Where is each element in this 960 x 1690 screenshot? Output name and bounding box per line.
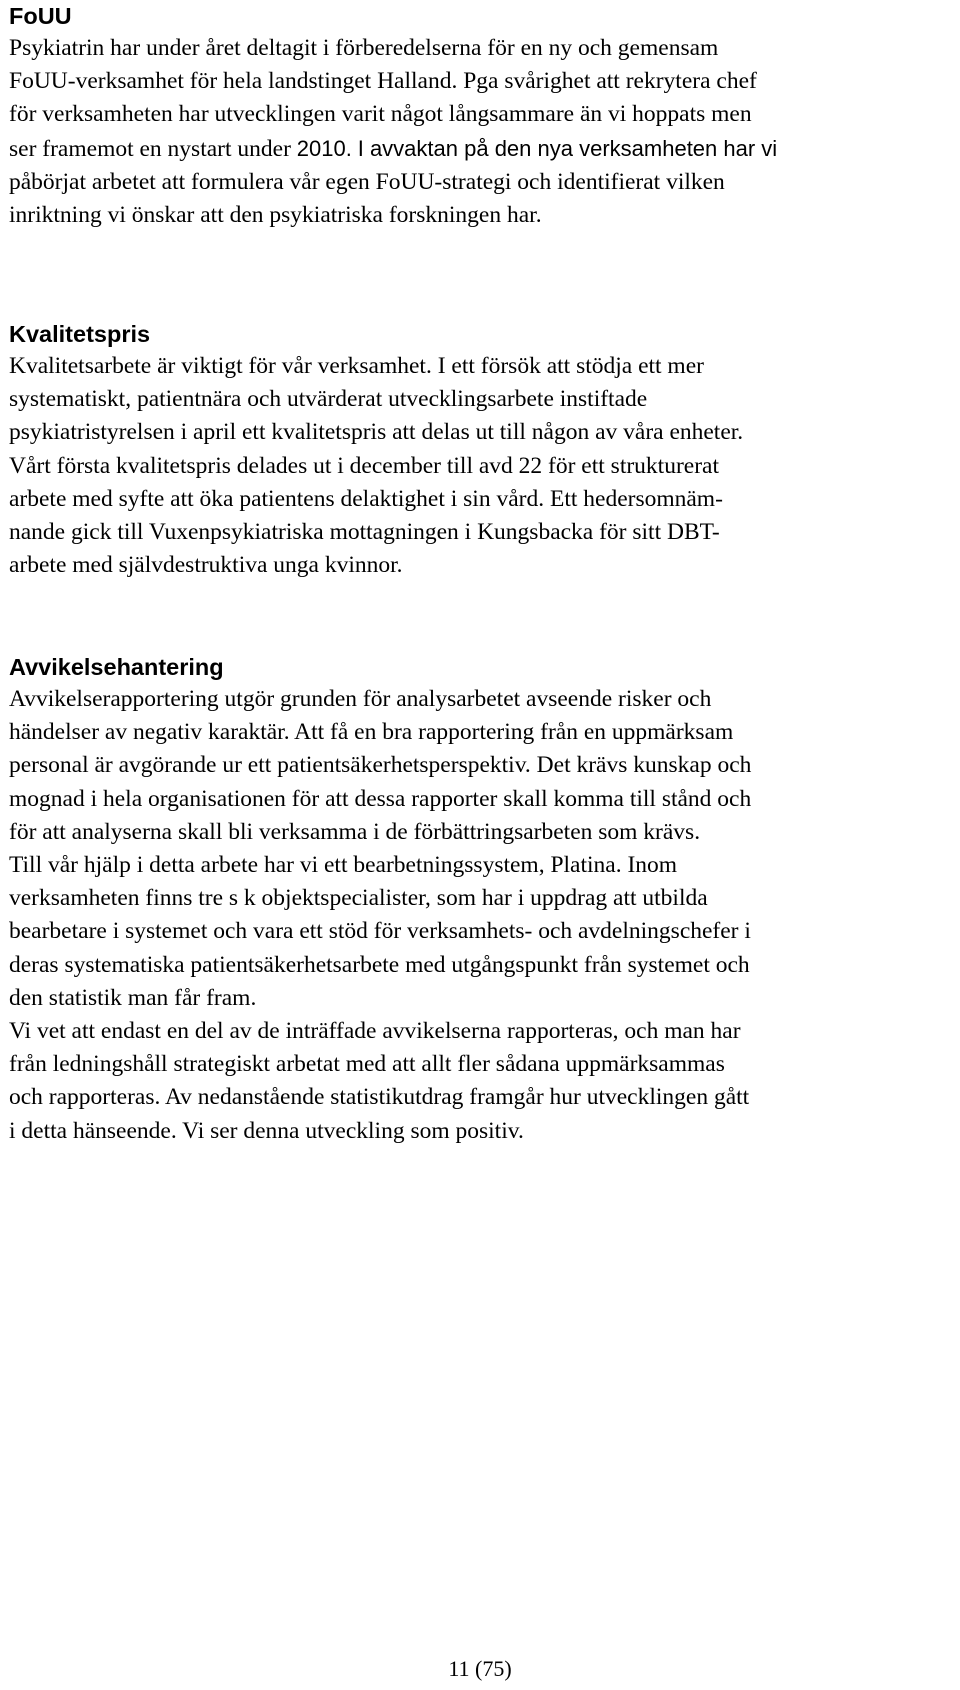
paragraph-line: deras systematiska patientsäkerhetsarbete med utgångspunkt från systemet och <box>9 951 750 978</box>
section-avvikelsehantering <box>9 651 751 1148</box>
section-heading: Avvikelsehantering <box>9 654 224 680</box>
section-heading: FoUU <box>9 3 72 29</box>
paragraph-text-sans: I avvaktan på den nya verksamheten har vi <box>357 135 778 161</box>
section-body <box>9 350 743 582</box>
paragraph-line: för verksamheten har utvecklingen varit något långsammare än vi hoppats men <box>9 101 752 128</box>
paragraph-line: mognad i hela organisationen för att dessa rapporter skall komma till stånd och <box>9 785 752 812</box>
section-heading: Kvalitetspris <box>9 321 151 347</box>
paragraph-line: från ledningshåll strategiskt arbetat med att allt fler sådana uppmärksammas <box>9 1051 725 1078</box>
section-fouu <box>9 0 777 232</box>
page-number: 11 (75) <box>448 1656 512 1681</box>
paragraph-line: nande gick till Vuxenpsykiatriska mottagningen i Kungsbacka för sitt DBT- <box>9 519 720 546</box>
paragraph-line: personal är avgörande ur ett patientsäkerhetsperspektiv. Det krävs kunskap och <box>9 752 752 779</box>
section-body <box>9 32 777 232</box>
paragraph-line: i detta hänseende. Vi ser denna utveckling som positiv. <box>9 1117 524 1144</box>
paragraph-text-sans: 2010. <box>296 135 352 161</box>
paragraph-line: Avvikelserapportering utgör grunden för analysarbetet avseende risker och <box>9 686 712 712</box>
paragraph-line: inriktning vi önskar att den psykiatriska forskningen har. <box>9 202 542 229</box>
paragraph-line: händelser av negativ karaktär. Att få en bra rapportering från en uppmärksam <box>9 719 734 746</box>
paragraph-line: Till vår hjälp i detta arbete har vi ett bearbetningssystem, Platina. Inom <box>9 852 678 879</box>
paragraph-line: för att analyserna skall bli verksamma i de förbättringsarbeten som krävs. <box>9 818 701 845</box>
paragraph-line: och rapporteras. Av nedanstående statistikutdrag framgår hur utvecklingen gått <box>9 1084 750 1111</box>
section-kvalitetspris <box>9 318 743 582</box>
paragraph-line: Vårt första kvalitetspris delades ut i december till avd 22 för ett strukturerat <box>9 452 719 479</box>
paragraph-line: systematiskt, patientnära och utvärderat utvecklingsarbete instiftade <box>9 386 648 413</box>
paragraph-line: den statistik man får fram. <box>9 984 257 1011</box>
paragraph-line: Kvalitetsarbete är viktigt för vår verksamhet. I ett försök att stödja ett mer <box>9 353 704 379</box>
paragraph-line <box>9 132 777 166</box>
paragraph-line: bearbetare i systemet och vara ett stöd för verksamhets- och avdelningschefer i <box>9 918 751 945</box>
paragraph-line: arbete med självdestruktiva unga kvinnor. <box>9 552 403 579</box>
paragraph-line: arbete med syfte att öka patientens delaktighet i sin vård. Ett hedersomnäm- <box>9 485 723 512</box>
paragraph-line: verksamheten finns tre s k objektspecialister, som har i uppdrag att utbilda <box>9 885 708 912</box>
paragraph-line: Psykiatrin har under året deltagit i förberedelserna för en ny och gemensam <box>9 35 719 61</box>
paragraph-text: ser framemot en nystart under <box>9 135 297 162</box>
paragraph-line: påbörjat arbetet att formulera vår egen FoUU-strategi och identifierat vilken <box>9 168 725 195</box>
section-body <box>9 683 751 1148</box>
paragraph-line: psykiatristyrelsen i april ett kvalitetspris att delas ut till någon av våra enheter. <box>9 419 744 446</box>
paragraph-line: Vi vet att endast en del av de inträffade avvikelserna rapporteras, och man har <box>9 1018 741 1045</box>
paragraph-line: FoUU-verksamhet för hela landstinget Halland. Pga svårighet att rekrytera chef <box>9 68 757 95</box>
